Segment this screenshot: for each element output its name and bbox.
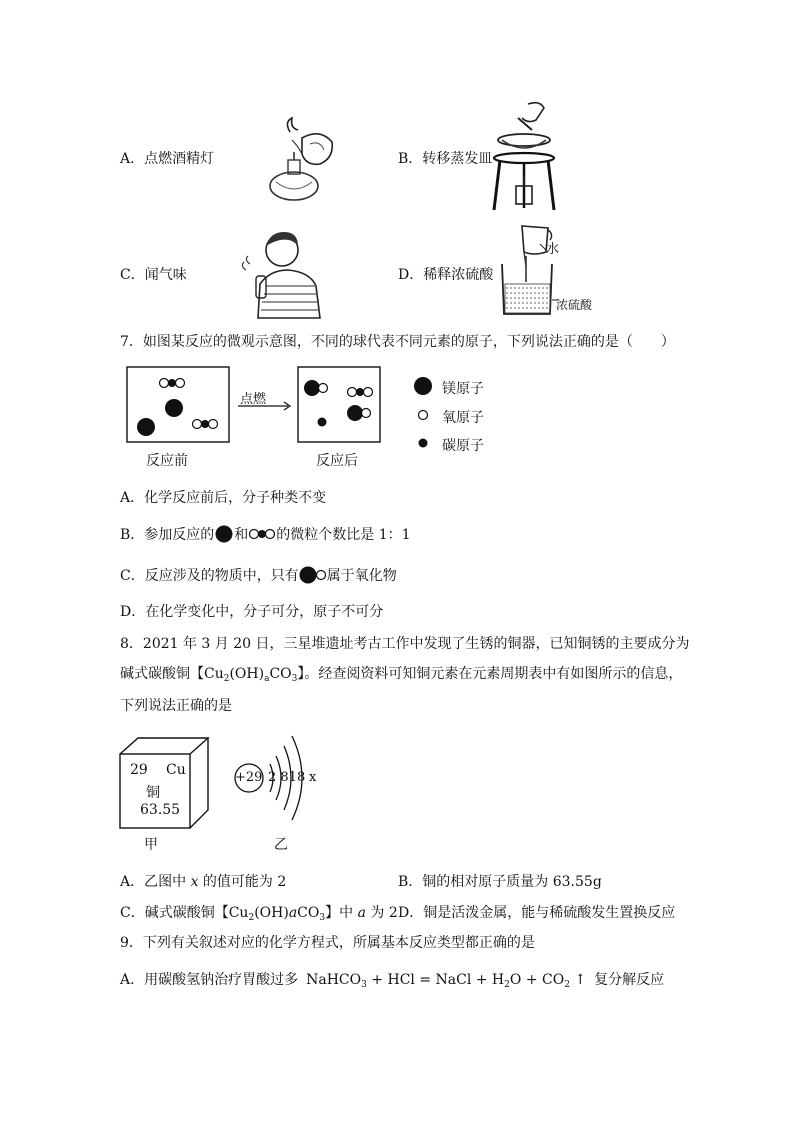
q7-b-suffix: 的微粒个数比是 1：1 xyxy=(276,527,411,543)
q7-c-prefix: C．反应涉及的物质中，只有 xyxy=(120,568,299,584)
q8-line2-mid: (OH) xyxy=(229,666,265,682)
legend-mg-icon xyxy=(414,377,432,395)
shell-x: x xyxy=(309,770,317,785)
co-molecule-before-top xyxy=(160,379,185,388)
q7-stem: 7．如图某反应的微观示意图，不同的球代表不同元素的原子，下列说法正确的是（ ） xyxy=(120,334,675,350)
sulfuric-acid-label: 浓硫酸 xyxy=(556,298,593,312)
q9-a-type: 复分解反应 xyxy=(594,972,665,988)
q7-option-a: A．化学反应前后，分子种类不变 xyxy=(120,490,327,506)
q8-option-b: B．铜的相对原子质量为 63.55g xyxy=(398,874,602,890)
q8-line2-prefix: 碱式碳酸铜【Cu xyxy=(120,666,224,682)
cell-atomic-mass: 63.55 xyxy=(140,802,181,818)
q7-b-prefix: B．参加反应的 xyxy=(120,527,215,543)
eq-sub-1: 3 xyxy=(361,980,367,990)
q7-option-c xyxy=(120,566,397,585)
eq-sub-3: 2 xyxy=(564,980,570,990)
co-molecule-after xyxy=(348,388,373,397)
q8-line2-sub3: 3 xyxy=(291,674,298,684)
q8-c-mid: (OH) xyxy=(254,905,289,921)
q8-option-a xyxy=(120,873,286,891)
q7-option-b xyxy=(120,525,411,544)
q8-line2-sub1: 2 xyxy=(223,674,230,684)
q6-option-b: B．转移蒸发皿 xyxy=(398,151,493,167)
legend-mg-label: 镁原子 xyxy=(442,381,484,397)
q6-option-c: C．闻气味 xyxy=(120,267,187,283)
alcohol-lamp-lighting-image xyxy=(262,118,342,204)
eq-part-1: NaHCO xyxy=(306,972,362,988)
smelling-odor-person-image xyxy=(236,226,328,318)
mg-atom-inline-icon xyxy=(214,525,234,543)
q8-line1: 8．2021 年 3 月 20 日，三星堆遗址考古工作中发现了生锈的铜器，已知铜锈的主要成分为 xyxy=(120,636,690,652)
co-molecule-inline-icon xyxy=(248,527,276,541)
q8-line2-suffix: 】。经查阅资料可知铜元素在元素周期表中有如图所示的信息， xyxy=(297,666,683,682)
q8-a-suffix: 的值可能为 2 xyxy=(198,874,287,890)
mgo-after-2 xyxy=(347,405,371,421)
mg-atom-before-2 xyxy=(137,418,155,436)
q7-c-suffix: 属于氧化物 xyxy=(326,568,397,584)
q8-c-mid3: 】中 xyxy=(325,905,358,921)
mgo-after-1 xyxy=(304,380,328,396)
q8-c-mid2: CO xyxy=(297,905,320,921)
q8-c-sub1: 2 xyxy=(248,913,255,923)
q8-c-sub2: 3 xyxy=(319,913,326,923)
legend-o-label: 氧原子 xyxy=(442,410,484,426)
q8-option-d: D．铜是活泼金属，能与稀硫酸发生置换反应 xyxy=(398,905,676,921)
q9-option-a xyxy=(120,971,664,994)
q8-c-suffix: 为 2 xyxy=(365,905,398,921)
eq-part-2: + HCl = NaCl + H xyxy=(366,972,505,988)
legend-o-icon xyxy=(419,411,428,420)
co-molecule-before-right xyxy=(193,420,218,429)
before-label: 反应前 xyxy=(146,453,188,469)
legend-c-label: 碳原子 xyxy=(442,438,484,454)
cell-symbol: Cu xyxy=(166,762,186,778)
mgo-inline-icon xyxy=(299,566,327,584)
q9-a-prefix: A．用碳酸氢钠治疗胃酸过多 xyxy=(120,972,299,988)
q6-option-d: D．稀释浓硫酸 xyxy=(398,267,494,283)
q6-option-a: A．点燃酒精灯 xyxy=(120,151,215,167)
cell-element-name: 铜 xyxy=(146,785,160,801)
eq-part-4: ↑ xyxy=(569,972,587,988)
reaction-diagram xyxy=(126,366,496,446)
q8-c-var2: a xyxy=(357,905,366,921)
q9-stem: 9．下列有关叙述对应的化学方程式，所属基本反应类型都正确的是 xyxy=(120,935,535,951)
arrow-label: 点燃 xyxy=(240,392,267,407)
eq-part-3: O + CO xyxy=(509,972,565,988)
q8-c-var: a xyxy=(288,905,298,921)
q7-option-d: D．在化学变化中，分子可分，原子不可分 xyxy=(120,604,384,620)
evaporating-dish-tripod-image xyxy=(488,100,560,212)
q8-c-prefix: C．碱式碳酸铜【Cu xyxy=(120,905,249,921)
q8-a-var: x xyxy=(190,874,199,890)
q8-line2-mid2: CO xyxy=(269,666,292,682)
q8-a-prefix: A．乙图中 xyxy=(120,874,191,890)
nucleus-charge: +29 xyxy=(235,770,263,785)
label-yi: 乙 xyxy=(274,837,288,853)
water-label: 水 xyxy=(546,242,560,257)
after-box xyxy=(298,367,380,442)
mg-atom-before-1 xyxy=(165,399,183,417)
q8-option-c xyxy=(120,904,398,927)
eq-sub-2: 2 xyxy=(504,980,510,990)
q7-b-mid: 和 xyxy=(234,527,249,543)
q8-line2-sub2: a xyxy=(264,674,270,684)
legend-c-icon xyxy=(419,439,428,448)
carbon-atom-after xyxy=(318,418,327,427)
after-label: 反应后 xyxy=(316,453,358,469)
cell-atomic-number: 29 xyxy=(130,762,148,778)
q8-line3: 下列说法正确的是 xyxy=(120,698,232,714)
q9-equation xyxy=(306,972,586,988)
label-jia: 甲 xyxy=(144,837,158,853)
electron-shells: 2 818 xyxy=(268,770,306,785)
q8-line2 xyxy=(120,665,682,688)
